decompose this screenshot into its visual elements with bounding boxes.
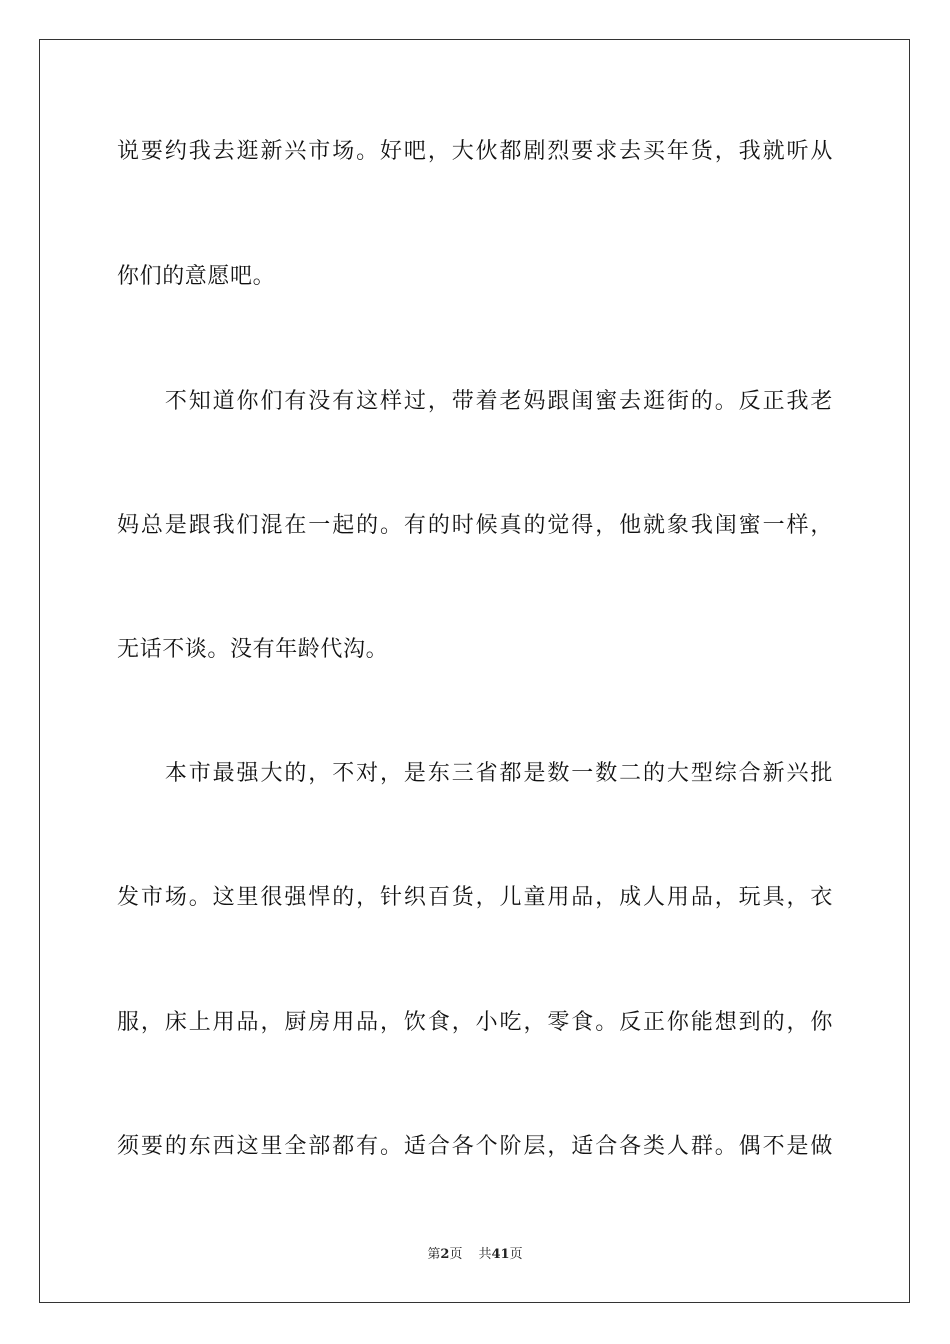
total-pages: 41 (491, 1247, 510, 1262)
page-number: 2 (440, 1247, 450, 1262)
text-line-3: 不知道你们有没有这样过，带着老妈跟闺蜜去逛街的。反正我老 (117, 389, 833, 414)
text-line-7: 发市场。这里很强悍的，针织百货，儿童用品，成人用品，玩具，衣 (117, 885, 833, 910)
text-line-1: 说要约我去逛新兴市场。好吧，大伙都剧烈要求去买年货，我就听从 (117, 139, 833, 164)
page-prefix: 第 (427, 1247, 441, 1262)
text-line-6: 本市最强大的，不对，是东三省都是数一数二的大型综合新兴批 (117, 761, 833, 786)
page-border (39, 39, 910, 1303)
text-line-9: 须要的东西这里全部都有。适合各个阶层，适合各类人群。偶不是做 (117, 1134, 833, 1159)
total-suffix: 页 (509, 1247, 523, 1262)
page-footer (0, 1246, 950, 1264)
text-line-8: 服，床上用品，厨房用品，饮食，小吃，零食。反正你能想到的，你 (117, 1010, 833, 1035)
total-prefix: 共 (478, 1247, 492, 1262)
text-line-2: 你们的意愿吧。 (117, 264, 276, 289)
text-line-4: 妈总是跟我们混在一起的。有的时候真的觉得，他就象我闺蜜一样， (117, 513, 833, 538)
text-line-5: 无话不谈。没有年龄代沟。 (117, 637, 389, 662)
page-suffix: 页 (449, 1247, 463, 1262)
